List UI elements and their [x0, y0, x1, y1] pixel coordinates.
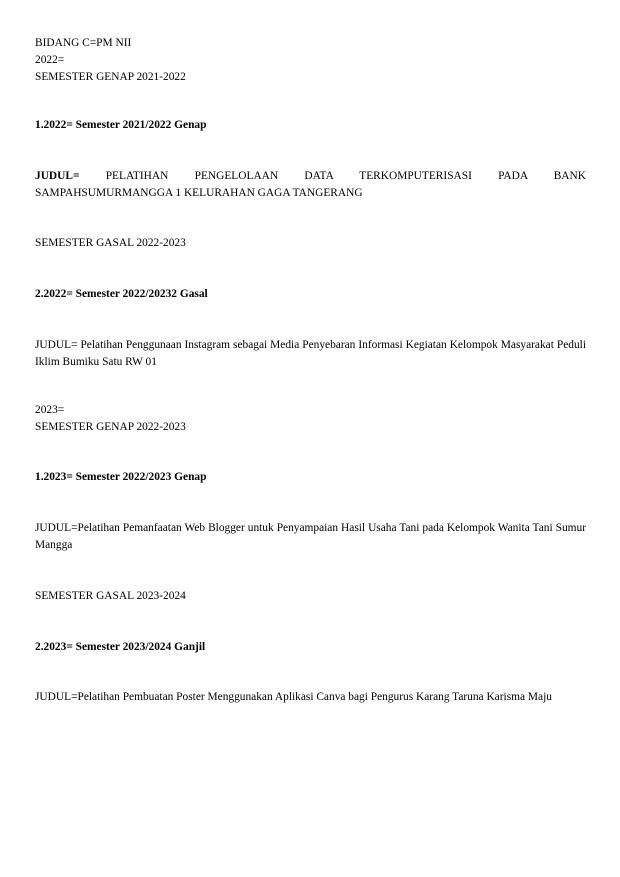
entry-heading: 1.2022= Semester 2021/2022 Genap	[35, 119, 207, 131]
semester-label: SEMESTER GENAP 2021-2022	[35, 71, 186, 83]
judul-label: JUDUL=	[35, 170, 80, 182]
semester-block	[35, 402, 586, 436]
entry-title: JUDUL=Pelatihan Pemanfaatan Web Blogger untuk Penyampaian Hasil Usaha Tani pada Kelompok Wanita Tani Sumur Mangga	[35, 522, 586, 551]
semester-label: SEMESTER GASAL 2022-2023	[35, 237, 186, 249]
field-line: BIDANG C=PM NII	[35, 37, 132, 49]
entry-title	[35, 168, 586, 202]
entry-title: JUDUL=Pelatihan Pembuatan Poster Menggunakan Aplikasi Canva bagi Pengurus Karang Taruna Karisma Maju	[35, 691, 552, 703]
document-header	[35, 35, 586, 86]
entry-title: JUDUL= Pelatihan Penggunaan Instagram sebagai Media Penyebaran Informasi Kegiatan Kelompok Masyarakat Peduli Iklim Bumiku Satu RW 01	[35, 339, 586, 368]
entry-heading: 2.2023= Semester 2023/2024 Ganjil	[35, 641, 206, 653]
semester-label: SEMESTER GASAL 2023-2024	[35, 590, 186, 602]
entry-heading: 1.2023= Semester 2022/2023 Genap	[35, 471, 207, 483]
entry-heading: 2.2022= Semester 2022/20232 Gasal	[35, 288, 208, 300]
year-label: 2022=	[35, 54, 65, 66]
semester-label: SEMESTER GENAP 2022-2023	[35, 421, 186, 433]
judul-text: PELATIHAN PENGELOLAAN DATA TERKOMPUTERISASI PADA BANK SAMPAHSUMURMANGGA 1 KELURAHAN GAGA TANGERANG	[35, 170, 586, 199]
year-label: 2023=	[35, 404, 65, 416]
